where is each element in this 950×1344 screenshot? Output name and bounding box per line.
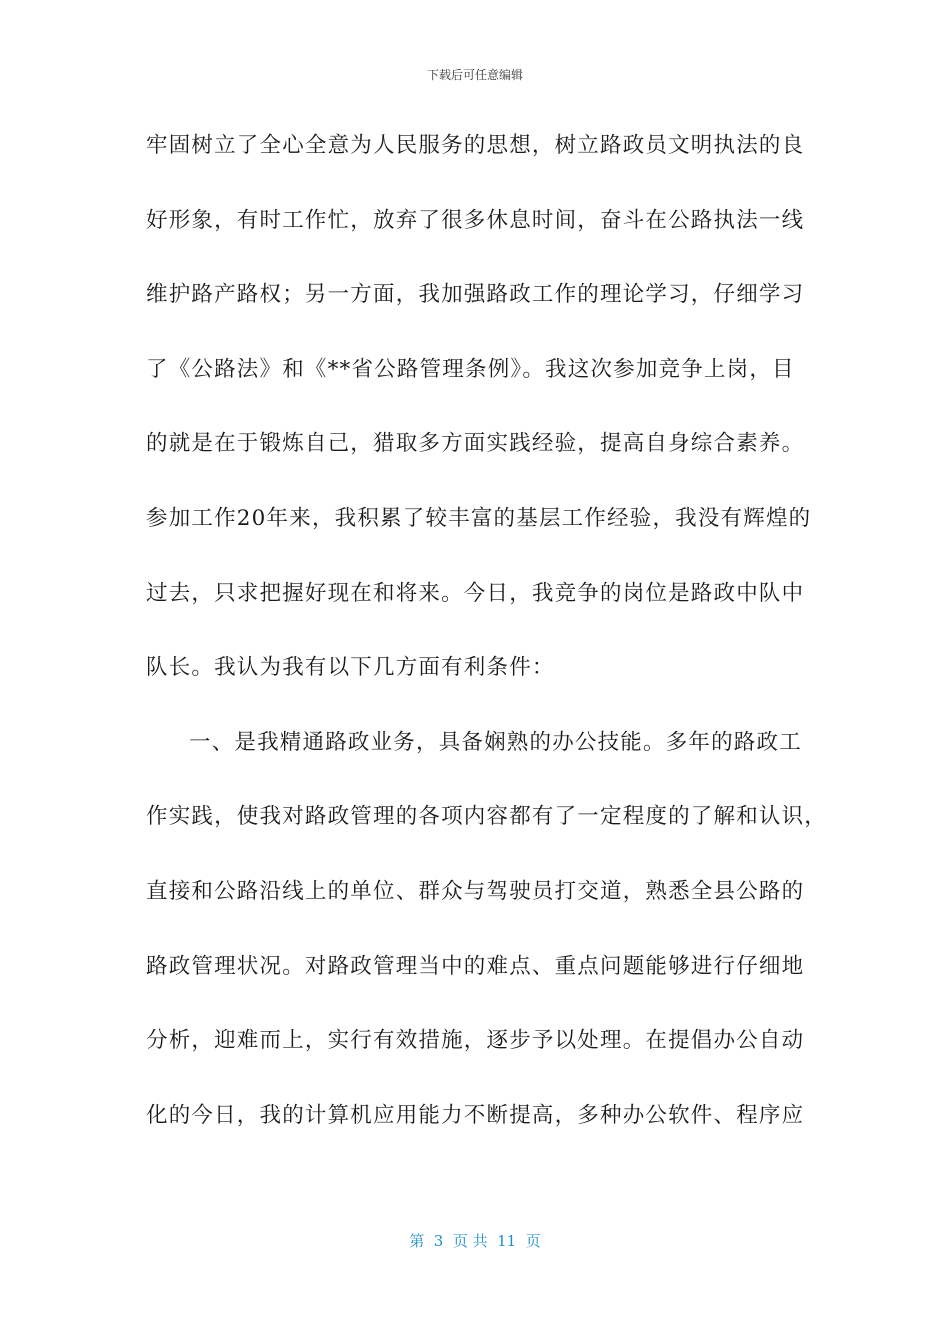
body-line: 分析，迎难而上，实行有效措施，逐步予以处理。在提倡办公自动 — [146, 1028, 805, 1054]
body-line: 化的今日，我的计算机应用能力不断提高，多种办公软件、程序应 — [146, 1102, 805, 1128]
body-line: 了《公路法》和《**省公路管理条例》。我这次参加竞争上岗，目 — [146, 356, 795, 382]
page-number-footer: 第 3 页 共 11 页 — [409, 1232, 541, 1250]
page-header-note: 下载后可任意编辑 — [426, 68, 523, 82]
body-line: 路政管理状况。对路政管理当中的难点、重点问题能够进行仔细地 — [146, 953, 805, 979]
body-line: 队长。我认为我有以下几方面有利条件： — [146, 655, 555, 681]
body-line: 参加工作20年来，我积累了较丰富的基层工作经验，我没有辉煌的 — [146, 505, 812, 531]
body-line: 好形象，有时工作忙，放弃了很多休息时间，奋斗在公路执法一线 — [146, 207, 805, 233]
body-line: 过去，只求把握好现在和将来。今日，我竞争的岗位是路政中队中 — [146, 580, 805, 606]
body-line: 直接和公路沿线上的单位、群众与驾驶员打交道，熟悉全县公路的 — [146, 878, 805, 904]
body-line: 的就是在于锻炼自己，猎取多方面实践经验，提高自身综合素养。 — [146, 431, 805, 457]
body-line-indented: 一、是我精通路政业务，具备娴熟的办公技能。多年的路政工 — [189, 729, 802, 755]
document-body — [146, 124, 828, 1168]
body-line: 作实践，使我对路政管理的各项内容都有了一定程度的了解和认识， — [146, 804, 828, 830]
body-line: 维护路产路权；另一方面，我加强路政工作的理论学习，仔细学习 — [146, 282, 805, 308]
body-line: 牢固树立了全心全意为人民服务的思想，树立路政员文明执法的良 — [146, 133, 805, 158]
